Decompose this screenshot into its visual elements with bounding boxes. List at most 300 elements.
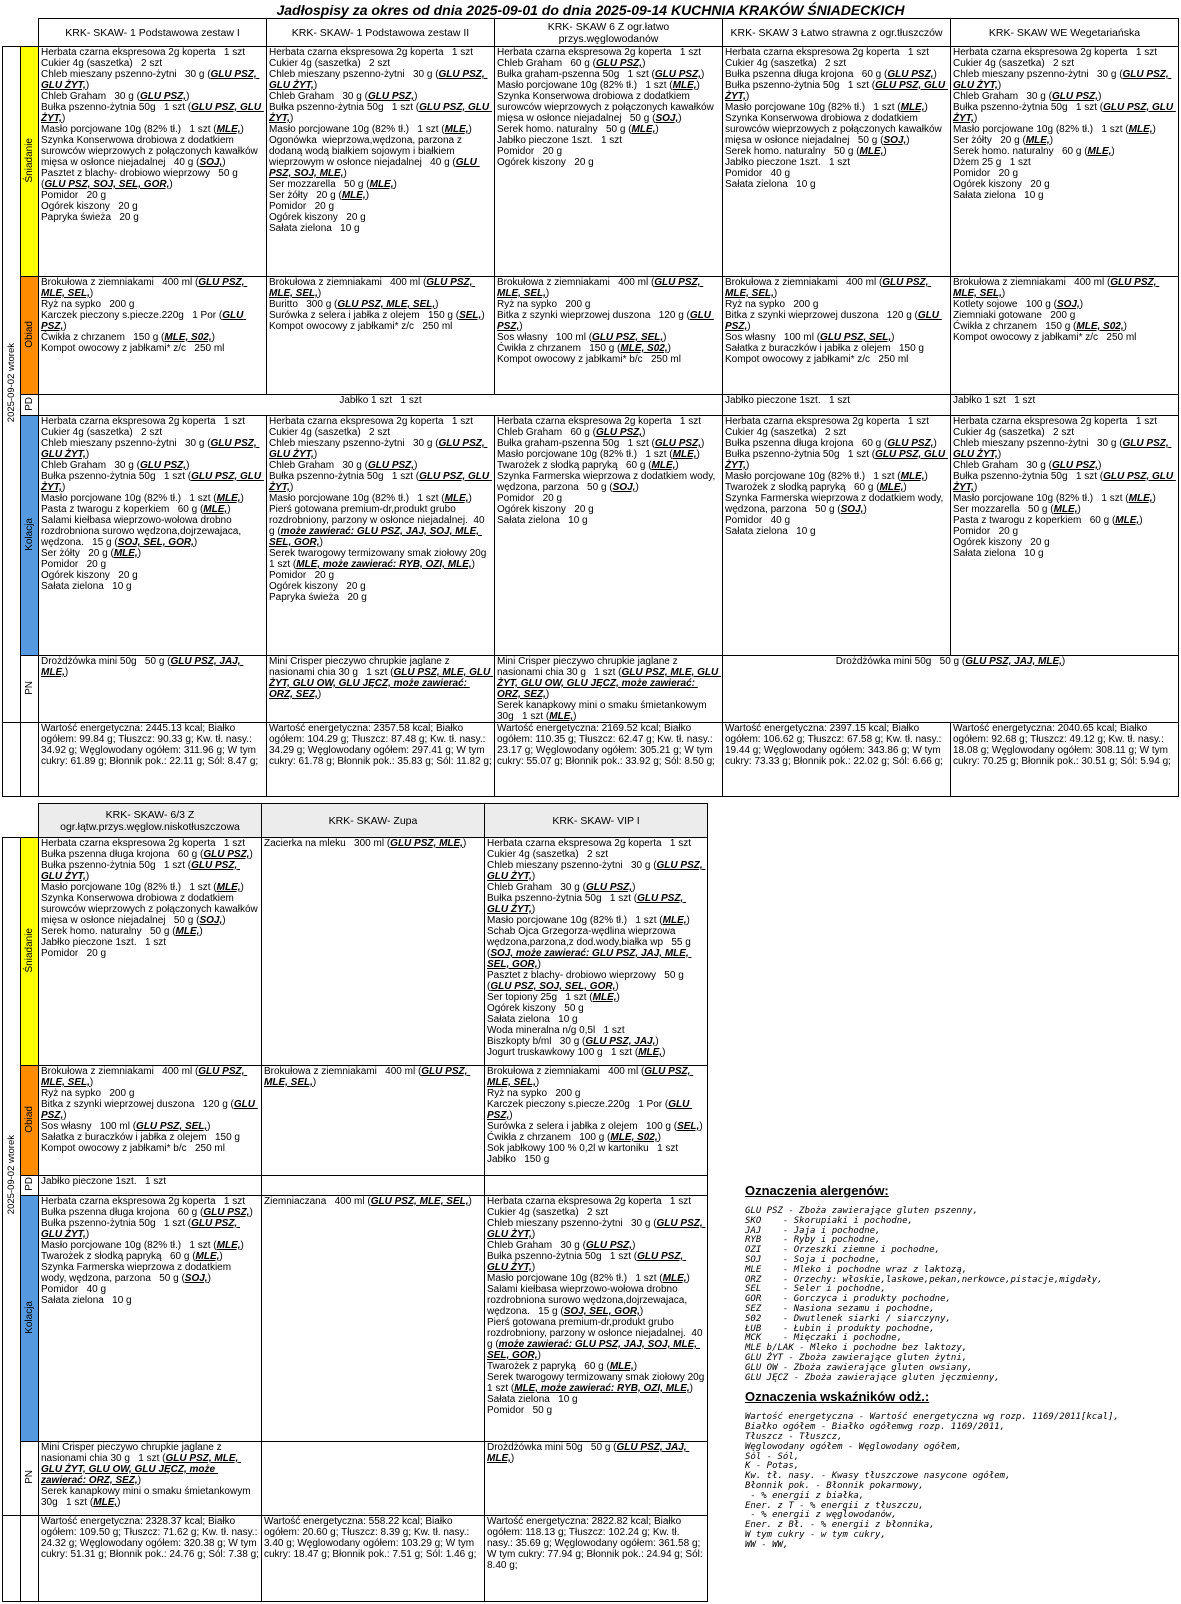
menu-item: Ryż na sypko 200 g	[497, 299, 591, 310]
allergen-codes: MLE,	[203, 504, 228, 515]
menu-item: Chleb mieszany pszenno-żytni 30 g (GLU PSZ, GLU ŻYT,)	[487, 860, 706, 882]
menu-item: Papryka świeża 20 g	[41, 212, 139, 223]
nutrition-summary-cell	[39, 1516, 262, 1602]
menu-item: Ryż na sypko 200 g	[487, 1088, 581, 1099]
menu-item: Mini Crisper pieczywo chrupkie jaglane z nasionami chia 30 g 1 szt (GLU PSZ, MLE, GLU ŻYT, GLU OW, GLU JĘCZ, może zawierać: ORZ, SEZ,)	[41, 1442, 242, 1486]
menu-cell	[723, 395, 951, 416]
menu-item: Ziemniaczana 400 ml (GLU PSZ, MLE, SEL,)	[264, 1196, 472, 1207]
allergen-codes: GLU PSZ, SOJ, MLE,	[269, 157, 480, 179]
empty-meal-cell	[21, 1516, 39, 1602]
meal-label: Kolacja	[24, 1300, 35, 1334]
allergen-codes: GLU PSZ,	[595, 58, 643, 69]
menu-item: Ogórek kiszony 20 g	[953, 179, 1050, 190]
menu-item: Sałatka z buraczków i jabłka z olejem 150 g	[41, 1132, 240, 1143]
menu-item: Sałata zielona 10 g	[953, 548, 1044, 559]
menu-item: Karczek pieczony s.piecze.220g 1 Por (GLU PSZ,)	[41, 310, 247, 332]
allergen-legend-line: GOR - Gorczyca i produkty pochodne,	[745, 1294, 951, 1305]
empty-date-cell	[3, 1516, 21, 1602]
allergen-codes: GLU PSZ,	[887, 69, 934, 80]
menu-item: Ser żółty 20 g (MLE,)	[269, 190, 370, 201]
menu-item: Sałata zielona 10 g	[487, 1014, 578, 1025]
allergen-codes: GLU PSZ, MLE, SEL,	[497, 277, 704, 299]
indicator-legend-line: K - Potas,	[745, 1461, 800, 1472]
menu-item: Bułka pszenno-żytnia 50g 1 szt (GLU PSZ, GLU ŻYT,)	[41, 1218, 240, 1240]
menu-item: Wartość energetyczna: 2040.65 kcal; Białko ogółem: 92.68 g; Tłuszcz: 49.12 g; Kw. tł. nasy.: 18.08 g; Węglowodany ogółem: 308.11 g; W tym cukry: 70.25 g; Błonnik pok.: 30.51 g; Sól: 5.94 g;	[953, 723, 1171, 767]
menu-item: Herbata czarna ekspresowa 2g koperta 1 szt	[487, 838, 691, 849]
menu-item: Kompot owocowy z jabłkami* b/c 250 ml	[497, 354, 681, 365]
menu-cell	[262, 1196, 485, 1442]
menu-item: Drożdżówka mini 50g 50 g (GLU PSZ, JAJ, MLE,)	[835, 656, 1066, 667]
menu-item: Kompot owocowy z jabłkami* z/c 250 ml	[953, 332, 1137, 343]
menu-item: Karczek pieczony s.piecze.220g 1 Por (GLU PSZ,)	[487, 1099, 693, 1121]
menu-item: Bułka pszenno-żytnia 50g 1 szt (GLU PSZ, GLU ŻYT,)	[725, 80, 948, 102]
menu-cell	[723, 277, 951, 395]
allergen-codes: SOJ,	[883, 135, 907, 146]
allergen-codes: GLU PSZ, MLE, SEL,	[41, 1066, 248, 1088]
menu-item: Cukier 4g (saszetka) 2 szt	[953, 427, 1075, 438]
menu-item: Sos własny 100 ml (GLU PSZ, SEL,)	[497, 332, 667, 343]
menu-cell	[39, 838, 262, 1066]
menu-item: Masło porcjowane 10g (82% tł.) 1 szt (MLE,)	[497, 80, 700, 91]
nutrition-summary-cell	[951, 723, 1179, 797]
allergen-codes: MLE,	[93, 1497, 118, 1508]
meal-label: PN	[24, 680, 35, 695]
menu-item: Wartość energetyczna: 2445.13 kcal; Białko ogółem: 99.84 g; Tłuszcz: 90.33 g; Kw. tł. nasy.: 34.92 g; Węglowodany ogółem: 311.96 g; W tym cukry: 61.89 g; Błonnik pok.: 22.11 g; Sól: 8.47 g;	[41, 723, 259, 767]
meal-label-cell-pn	[21, 656, 39, 723]
allergen-codes: GLU PSZ, GLU ŻYT,	[953, 69, 1172, 91]
menu-item: Szynka Farmerska wieprzowa z dodatkiem wody, wędzona, parzona 50 g (SOJ,)	[725, 493, 947, 515]
menu-item: Jabłko pieczone 1szt. 1 szt	[497, 135, 623, 146]
allergen-codes: MLE,	[1087, 146, 1112, 157]
allergen-codes: MLE,	[1128, 493, 1153, 504]
menu-item: Ogórek kiszony 20 g	[41, 201, 138, 212]
menu-item: Szynka Konserwowa drobiowa z dodatkiem surowców wieprzowych z połączonych kawałków mięsa w osłonce niejadalnej 50 g (SOJ,)	[41, 893, 261, 926]
menu-item: Sos własny 100 ml (GLU PSZ, SEL,)	[725, 332, 895, 343]
indicator-legend-list	[745, 1413, 1179, 1550]
menu-item: Bułka pszenna długa krojona 60 g (GLU PSZ,)	[41, 1207, 253, 1218]
allergen-codes: MLE,	[672, 449, 697, 460]
menu-item: Buritto 300 g (GLU PSZ, MLE, SEL,)	[269, 299, 439, 310]
menu-item: Serek twarogowy termizowany smak ziołowy 20g 1 szt (MLE, może zawierać: RYB, OZI, MLE,)	[269, 548, 495, 570]
allergen-codes: GLU PSZ,	[487, 1099, 693, 1121]
allergen-legend-line: GLU PSZ - Zboża zawierające gluten pszenny,	[745, 1206, 978, 1216]
menu-item: Herbata czarna ekspresowa 2g koperta 1 szt	[269, 416, 473, 427]
menu-item: Ćwikła z chrzanem 100 g (MLE, S02,)	[487, 1132, 661, 1143]
menu-item: Pomidor 20 g	[41, 559, 107, 570]
menu-item: Masło porcjowane 10g (82% tł.) 1 szt (MLE,)	[953, 493, 1156, 504]
legend	[745, 1183, 1179, 1551]
allergen-codes: GLU PSZ, GLU ŻYT,	[269, 471, 492, 493]
meal-row-obiad	[3, 1066, 708, 1176]
allergen-codes: MLE,	[341, 190, 366, 201]
menu-item: Sos własny 100 ml (GLU PSZ, SEL,)	[41, 1121, 211, 1132]
menu-item: Ogórek kiszony 20 g	[269, 581, 366, 592]
menu-item: Twarożek z słodką papryką 60 g (MLE,)	[497, 460, 679, 471]
menu-cell	[495, 416, 723, 656]
allergen-legend-list	[745, 1207, 1179, 1383]
diet-column-header: KRK- SKAW 6 Z ogr.łatwo przys.węglowodanów	[495, 19, 723, 47]
allergen-codes: GLU PSZ, MLE,	[390, 838, 463, 849]
menu-item: Herbata czarna ekspresowa 2g koperta 1 szt	[497, 416, 701, 427]
allergen-codes: SOJ, SEL, GOR,	[117, 537, 194, 548]
menu-cell	[485, 1176, 708, 1196]
allergen-legend-line: MCK - Mięczaki i pochodne,	[745, 1333, 903, 1344]
menu-item: Ogórek kiszony 20 g	[497, 504, 594, 515]
menu-item: Papryka świeża 20 g	[269, 592, 367, 603]
menu-item: Ser żółty 20 g (MLE,)	[953, 135, 1054, 146]
allergen-codes: GLU PSZ, MLE, GLU ŻYT, GLU OW, GLU JĘCZ, może zawierać: ORZ, SEZ,	[497, 667, 721, 700]
allergen-legend-line: S02 - Dwutlenek siarki / siarczyny,	[745, 1313, 951, 1324]
allergen-codes: MLE,	[444, 124, 469, 135]
menu-item: Serek kanapkowy mini o smaku śmietankowym 30g 1 szt (MLE,)	[497, 700, 710, 722]
allergen-legend-line: SKO - Skorupiaki i pochodne,	[745, 1215, 913, 1226]
empty-date-cell	[3, 723, 21, 797]
menu-cell	[267, 416, 495, 656]
indicator-legend-line: Wartość energetyczna - Wartość energetyczna wg rozp. 1169/2011[kcal],	[745, 1412, 1119, 1423]
allergen-codes: GLU PSZ, MLE, SEL,	[487, 1066, 694, 1088]
allergen-legend-line: SEZ - Nasiona sezamu i pochodne,	[745, 1303, 935, 1314]
menu-item: Ogonówka wieprzowa,wędzona, parzona z dodaną wodą białkiem sojowym i białkiem wieprzowym w osłonce niejadalnej 40 g (GLU PSZ, SOJ, MLE,)	[269, 135, 480, 179]
allergen-codes: MLE,	[113, 548, 138, 559]
allergen-codes: SOJ, SEL, GOR,	[563, 1306, 640, 1317]
allergen-codes: SOJ,	[655, 113, 679, 124]
menu-item: Bułka graham-pszenna 50g 1 szt (GLU PSZ,)	[497, 69, 705, 80]
menu-item: Brokułowa z ziemniakami 400 ml (GLU PSZ, MLE, SEL,)	[41, 1066, 248, 1088]
diet-header-row	[3, 19, 1179, 47]
menu-item: Brokułowa z ziemniakami 400 ml (GLU PSZ, MLE, SEL,)	[725, 277, 932, 299]
menu-item: Pasta z twarogu z koperkiem 60 g (MLE,)	[953, 515, 1143, 526]
menu-item: Pomidor 20 g	[497, 146, 563, 157]
allergen-codes: GLU PSZ, SOJ, SEL, GOR,	[44, 179, 170, 190]
menu-item: Ser mozzarella 50 g (MLE,)	[269, 179, 397, 190]
empty-meal-cell	[21, 723, 39, 797]
menu-item: Ryż na sypko 200 g	[41, 299, 135, 310]
menu-item: Chleb mieszany pszenno-żytni 30 g (GLU PSZ, GLU ŻYT,)	[269, 69, 488, 91]
allergen-codes: SOJ,	[199, 157, 223, 168]
menu-item: Bułka pszenno-żytnia 50g 1 szt (GLU PSZ, GLU ŻYT,)	[953, 471, 1176, 493]
allergen-codes: GLU PSZ,	[654, 438, 701, 449]
menu-item: Jabłko 1 szt 1 szt	[339, 395, 422, 406]
menu-item: Brokułowa z ziemniakami 400 ml (GLU PSZ, MLE, SEL,)	[264, 1066, 471, 1088]
header-spacer	[3, 19, 39, 47]
diet-column-header: KRK- SKAW- 1 Podstawowa zestaw II	[267, 19, 495, 47]
menu-item: Sałata zielona 10 g	[725, 179, 816, 190]
menu-item: Brokułowa z ziemniakami 400 ml (GLU PSZ, MLE, SEL,)	[497, 277, 704, 299]
menu-item: Bułka pszenno-żytnia 50g 1 szt (GLU PSZ, GLU ŻYT,)	[269, 102, 492, 124]
allergen-codes: GLU PSZ, SEL,	[592, 332, 664, 343]
menu-item: Herbata czarna ekspresowa 2g koperta 1 szt	[41, 838, 245, 849]
menu-item: Bułka pszenno-żytnia 50g 1 szt (GLU PSZ, GLU ŻYT,)	[269, 471, 492, 493]
menu-item: Kompot owocowy z jabłkami* b/c 250 ml	[41, 1143, 225, 1154]
menu-item: Kompot owocowy z jabłkami* z/c 250 ml	[41, 343, 225, 354]
menu-item: Ćwikła z chrzanem 150 g (MLE, S02,)	[41, 332, 215, 343]
menu-item: Chleb Graham 30 g (GLU PSZ,)	[487, 882, 636, 893]
allergen-codes: MLE,	[369, 179, 394, 190]
allergen-codes: MLE,	[1115, 515, 1140, 526]
allergen-codes: GLU PSZ,	[139, 91, 187, 102]
menu-item: Ser mozzarella 50 g (MLE,)	[953, 504, 1081, 515]
meal-label-cell-obiad	[21, 277, 39, 395]
allergen-codes: GLU PSZ, JAJ, MLE,	[965, 656, 1062, 667]
allergen-codes: MLE,	[662, 915, 687, 926]
menu-item: Kompot owocowy z jabłkami* z/c 250 ml	[725, 354, 909, 365]
menu-cell	[267, 277, 495, 395]
allergen-codes: MLE,	[662, 1273, 687, 1284]
allergen-codes: MLE,	[592, 992, 617, 1003]
page-title: Jadłospisy za okres od dnia 2025-09-01 do dnia 2025-09-14 KUCHNIA KRAKÓW ŚNIADECKICH	[276, 2, 905, 18]
menu-item: Sałatka z buraczków i jabłka z olejem 150 g	[725, 343, 924, 354]
allergen-codes: GLU PSZ, GLU ŻYT,	[269, 438, 488, 460]
allergen-codes: GLU PSZ, MLE, SEL,	[41, 277, 248, 299]
menu-item: Pomidor 20 g	[41, 948, 107, 959]
menu-item: Ser żółty 20 g (MLE,)	[41, 548, 142, 559]
menu-item: Pierś gotowana premium-dr,produkt grubo rozdrobniony, parzony w osłonce niejadalnej. 40 g (może zawierać: GLU PSZ, JAJ, SOJ, MLE, SEL, GOR,)	[487, 1317, 706, 1361]
menu-cell	[951, 395, 1179, 416]
date-label: 2025-09-02 wtorek	[6, 343, 17, 423]
menu-item: Dżem 25 g 1 szt	[953, 157, 1031, 168]
allergen-codes: GLU PSZ,	[203, 849, 250, 860]
menu-item: Pasta z twarogu z koperkiem 60 g (MLE,)	[41, 504, 231, 515]
menu-item: Sałata zielona 10 g	[41, 1295, 132, 1306]
menu-item: Serek homo. naturalny 60 g (MLE,)	[953, 146, 1115, 157]
allergen-codes: MLE,	[216, 124, 241, 135]
menu-item: Masło porcjowane 10g (82% tł.) 1 szt (MLE,)	[725, 471, 928, 482]
allergen-codes: MLE,	[1053, 504, 1078, 515]
meal-row-sniadanie	[3, 838, 708, 1066]
allergen-codes: SOJ,	[612, 482, 636, 493]
meal-label: PD	[24, 1177, 35, 1191]
allergen-codes: MLE,	[859, 146, 884, 157]
menu-item: Salami kiełbasa wieprzowo-wołowa drobno rozdrobniona surowo wędzona,dojrzewajaca, wędzona. 15 g (SOJ, SEL, GOR,)	[41, 515, 244, 548]
menu-item: Masło porcjowane 10g (82% tł.) 1 szt (MLE,)	[487, 915, 690, 926]
menu-item: Pasztet z blachy- drobiowo wieprzowy 50 g (GLU PSZ, SOJ, SEL, GOR,)	[487, 970, 687, 992]
allergen-codes: GLU PSZ, SEL,	[820, 332, 892, 343]
menu-item: Ogórek kiszony 20 g	[41, 570, 138, 581]
menu-item: Ogórek kiszony 50 g	[487, 1003, 584, 1014]
allergen-codes: GLU PSZ, GLU ŻYT,	[953, 438, 1172, 460]
menu-item: Wartość energetyczna: 558.22 kcal; Białko ogółem: 20.60 g; Tłuszcz: 8.39 g; Kw. tł. nasy.: 3.40 g; Węglowodany ogółem: 103.29 g; W tym cukry: 18.47 g; Błonnik pok.: 7.51 g; Sól: 1.46 g;	[264, 1516, 477, 1560]
menu-item: Chleb mieszany pszenno-żytni 30 g (GLU PSZ, GLU ŻYT,)	[953, 69, 1172, 91]
menu-item: Pomidor 40 g	[725, 515, 791, 526]
menu-item: Sok jabłkowy 100 % 0,2l w kartoniku 1 szt	[487, 1143, 679, 1154]
meal-row-kolacja	[3, 1196, 708, 1442]
allergen-codes: GLU PSZ, GLU ŻYT,	[269, 102, 492, 124]
menu-item: Sałata zielona 10 g	[497, 515, 588, 526]
allergen-codes: MLE, S02,	[610, 1132, 658, 1143]
menu-item: Bułka pszenna długa krojona 60 g (GLU PSZ,)	[725, 438, 937, 449]
menu-item: Cukier 4g (saszetka) 2 szt	[725, 58, 847, 69]
indicator-legend-line: W tym cukry - w tym cukry,	[745, 1529, 886, 1540]
diet-column-header: KRK- SKAW- Zupa	[262, 804, 485, 838]
diet-column-header: KRK- SKAW- VIP I	[485, 804, 708, 838]
menu-item: Masło porcjowane 10g (82% tł.) 1 szt (MLE,)	[725, 102, 928, 113]
menu-item: Cukier 4g (saszetka) 2 szt	[487, 849, 609, 860]
menu-item: Ogórek kiszony 20 g	[953, 537, 1050, 548]
meal-row-pn	[3, 1442, 708, 1516]
allergen-codes: GLU PSZ, JAJ, MLE,	[487, 1442, 690, 1464]
nutrition-summary-cell	[485, 1516, 708, 1602]
menu-item: Ryż na sypko 200 g	[725, 299, 819, 310]
menu-item: Masło porcjowane 10g (82% tł.) 1 szt (MLE,)	[41, 493, 244, 504]
meal-label-cell-sniadanie	[21, 838, 39, 1066]
menu-item: Masło porcjowane 10g (82% tł.) 1 szt (MLE,)	[41, 1240, 244, 1251]
menu-cell	[495, 277, 723, 395]
allergen-codes: MLE,	[549, 711, 574, 722]
menu-item: Ćwikła z chrzanem 150 g (MLE, S02,)	[497, 343, 671, 354]
meal-row-nutrition	[3, 1516, 708, 1602]
meal-label-cell-obiad	[21, 1066, 39, 1176]
menu-cell	[723, 656, 1179, 723]
menu-item: Herbata czarna ekspresowa 2g koperta 1 szt	[497, 47, 701, 58]
allergen-codes: SOJ,	[199, 915, 223, 926]
menu-item: Chleb Graham 30 g (GLU PSZ,)	[953, 460, 1102, 471]
menu-item: Sałata zielona 10 g	[41, 581, 132, 592]
allergen-codes: GLU PSZ,	[367, 91, 415, 102]
menu-item: Twarożek z słodką papryką 60 g (MLE,)	[41, 1251, 223, 1262]
menu-item: Ser topiony 25g 1 szt (MLE,)	[487, 992, 620, 1003]
meal-label-cell-kolacja	[21, 1196, 39, 1442]
allergen-codes: MLE,	[900, 102, 925, 113]
menu-cell	[267, 47, 495, 277]
allergen-codes: GLU PSZ,	[654, 69, 701, 80]
allergen-codes: SOJ,	[840, 504, 864, 515]
allergen-legend-line: MLE b/LAK - Mleko i pochodne bez laktozy,	[745, 1343, 968, 1354]
indicator-legend-line: Sól - Sól,	[745, 1451, 800, 1462]
menu-cell	[39, 1442, 262, 1516]
menu-item: Brokułowa z ziemniakami 400 ml (GLU PSZ, MLE, SEL,)	[487, 1066, 694, 1088]
menu-item: Bułka pszenno-żytnia 50g 1 szt (GLU PSZ, GLU ŻYT,)	[487, 1251, 686, 1273]
menu-item: Chleb Graham 30 g (GLU PSZ,)	[269, 460, 418, 471]
menu-item: Pomidor 20 g	[953, 168, 1019, 179]
allergen-codes: GLU PSZ, MLE, SEL,	[269, 277, 476, 299]
menu-item: Wartość energetyczna: 2328.37 kcal; Białko ogółem: 109.50 g; Tłuszcz: 71.62 g; Kw. tł. nasy.: 24.32 g; Węglowodany ogółem: 320.38 g; W tym cukry: 51.31 g; Błonnik pok.: 24.76 g; Sól: 7.38 g;	[41, 1516, 261, 1560]
menu-item: Bułka pszenno-żytnia 50g 1 szt (GLU PSZ, GLU ŻYT,)	[953, 102, 1176, 124]
allergen-codes: GLU PSZ,	[595, 427, 643, 438]
menu-item: Pomidor 50 g	[487, 1405, 553, 1416]
menu-item: Bułka pszenno-żytnia 50g 1 szt (GLU PSZ, GLU ŻYT,)	[487, 893, 686, 915]
menu-item: Sałata zielona 10 g	[269, 223, 360, 234]
meal-row-kolacja	[3, 416, 1179, 656]
menu-item: Jabłko pieczone 1szt. 1 szt	[41, 1176, 167, 1187]
menu-item: Bitka z szynki wieprzowej duszona 120 g (GLU PSZ,)	[725, 310, 942, 332]
allergen-codes: GLU PSZ, JAJ, MLE,	[41, 656, 244, 678]
allergen-codes: MLE, S02,	[164, 332, 212, 343]
menu-cell	[485, 1196, 713, 1442]
menu-item: Chleb Graham 30 g (GLU PSZ,)	[269, 91, 418, 102]
menu-cell	[262, 1442, 485, 1516]
meal-label-cell-pn	[21, 1442, 39, 1516]
allergen-codes: GLU PSZ, GLU ŻYT,	[487, 1218, 706, 1240]
meal-label: PN	[24, 1470, 35, 1484]
allergen-codes: SOJ, może zawierać: GLU PSZ, JAJ, MLE, SEL, GOR,	[487, 948, 692, 970]
menu-item: Serek homo. naturalny 50 g (MLE,)	[41, 926, 203, 937]
menu-item: Serek twarogowy termizowany smak ziołowy 20g 1 szt (MLE, może zawierać: RYB, OZI, MLE,)	[487, 1372, 713, 1394]
allergen-codes: GLU PSZ, MLE, SEL,	[953, 277, 1160, 299]
diet-table-2	[2, 803, 713, 1602]
allergen-codes: MLE,	[175, 926, 200, 937]
menu-item: Jabłko 1 szt 1 szt	[953, 395, 1036, 406]
menu-item: Surówka z selera i jabłka z olejem 150 g (SEL,)	[269, 310, 485, 321]
menu-item: Ryż na sypko 200 g	[41, 1088, 135, 1099]
allergen-legend-line: SEL - Seler i pochodne,	[745, 1284, 886, 1295]
date-cell	[3, 838, 21, 1516]
menu-cell	[267, 656, 495, 723]
allergen-codes: GLU PSZ, GLU ŻYT,	[487, 860, 706, 882]
menu-cell	[39, 277, 267, 395]
menu-item: Chleb mieszany pszenno-żytni 30 g (GLU PSZ, GLU ŻYT,)	[41, 438, 260, 460]
allergen-codes: MLE,	[900, 471, 925, 482]
menu-cell	[39, 47, 267, 277]
allergen-codes: GLU PSZ, GLU ŻYT,	[41, 69, 260, 91]
menu-item: Szynka Konserwowa drobiowa z dodatkiem surowców wieprzowych z połączonych kawałków mięsa w osłonce niejadalnej 40 g (SOJ,)	[41, 135, 261, 168]
allergen-codes: MLE,	[631, 124, 656, 135]
menu-item: Cukier 4g (saszetka) 2 szt	[725, 427, 847, 438]
nutrition-summary-cell	[267, 723, 495, 797]
menu-cell	[951, 277, 1179, 395]
menu-cell	[485, 838, 708, 1066]
allergen-codes: GLU PSZ,	[497, 310, 714, 332]
menu-item: Jabłko 150 g	[487, 1154, 550, 1165]
menu-item: Chleb Graham 30 g (GLU PSZ,)	[41, 91, 190, 102]
meal-row-pd	[3, 395, 1179, 416]
indicator-legend-line: Błonnik pok. - Błonnik pokarmowy,	[745, 1480, 924, 1491]
menu-item: Pasztet z blachy- drobiowo wieprzowy 50 g (GLU PSZ, SOJ, SEL, GOR,)	[41, 168, 241, 190]
menu-item: Twarożek z słodką papryką 60 g (MLE,)	[725, 482, 907, 493]
allergen-legend-line: ORZ - Orzechy: włoskie,laskowe,pekan,nerkowce,pistacje,migdały,	[745, 1274, 1103, 1285]
meal-label-cell-pd	[21, 395, 39, 416]
meal-label: Obiad	[24, 1105, 35, 1133]
menu-cell	[951, 416, 1179, 656]
allergen-legend-line: MLE - Mleko i pochodne wraz z laktozą,	[745, 1264, 968, 1275]
indicator-legend-line: - % energii z białka,	[745, 1490, 865, 1501]
allergen-codes: GLU PSZ, GLU ŻYT,	[41, 1218, 240, 1240]
allergen-codes: GLU PSZ,	[41, 1099, 258, 1121]
allergen-codes: GLU PSZ,	[1051, 460, 1099, 471]
menu-item: Chleb Graham 30 g (GLU PSZ,)	[487, 1240, 636, 1251]
menu-cell	[39, 656, 267, 723]
allergen-legend-line: RYB - Ryby i pochodne,	[745, 1235, 881, 1246]
allergen-codes: MLE,	[216, 882, 241, 893]
menu-item: Brokułowa z ziemniakami 400 ml (GLU PSZ, MLE, SEL,)	[953, 277, 1160, 299]
meal-label-cell-kolacja	[21, 416, 39, 656]
menu-cell	[39, 1196, 262, 1442]
allergen-codes: MLE, S02,	[620, 343, 668, 354]
menu-item: Bitka z szynki wieprzowej duszona 120 g (GLU PSZ,)	[41, 1099, 258, 1121]
meal-row-nutrition	[3, 723, 1179, 797]
menu-item: Bułka pszenna długa krojona 60 g (GLU PSZ,)	[41, 849, 253, 860]
allergen-codes: GLU PSZ,	[41, 310, 247, 332]
allergen-codes: MLE,	[879, 482, 904, 493]
allergen-codes: GLU PSZ, GLU ŻYT,	[41, 860, 240, 882]
indicator-legend-line: Tłuszcz - Tłuszcz,	[745, 1431, 843, 1442]
menu-item: Jabłko pieczone 1szt. 1 szt	[41, 937, 167, 948]
menu-item: Schab Ojca Grzegorza-wędlina wieprzowa wędzona,parzona,z dod.wody,białka wp 55 g (SOJ, może zawierać: GLU PSZ, JAJ, MLE, SEL, GOR,)	[487, 926, 694, 970]
allergen-legend-line: GLU OW - Zboża zawierające gluten owsiany,	[745, 1362, 973, 1373]
allergen-codes: GLU PSZ, MLE, SEL,	[337, 299, 436, 310]
menu-item: Bitka z szynki wieprzowej duszona 120 g (GLU PSZ,)	[497, 310, 714, 332]
menu-cell	[39, 1066, 262, 1176]
menu-item: Ziemniaki gotowane 200 g	[953, 310, 1076, 321]
menu-item: Pomidor 20 g	[41, 190, 107, 201]
allergen-legend-line: GLU JĘCZ - Zboża zawierające gluten jęczmienny,	[745, 1372, 1000, 1383]
allergen-codes: GLU PSZ,	[585, 882, 633, 893]
menu-item: Jogurt truskawkowy 100 g 1 szt (MLE,)	[487, 1047, 666, 1058]
allergen-codes: GLU PSZ, GLU ŻYT,	[41, 102, 264, 124]
menu-item: Brokułowa z ziemniakami 400 ml (GLU PSZ, MLE, SEL,)	[41, 277, 248, 299]
allergen-legend-line: JAJ - Jaja i pochodne,	[745, 1225, 881, 1236]
indicator-legend-line: Węglowodany ogółem - Węglowodany ogółem,	[745, 1441, 962, 1452]
menu-cell	[262, 1066, 485, 1176]
